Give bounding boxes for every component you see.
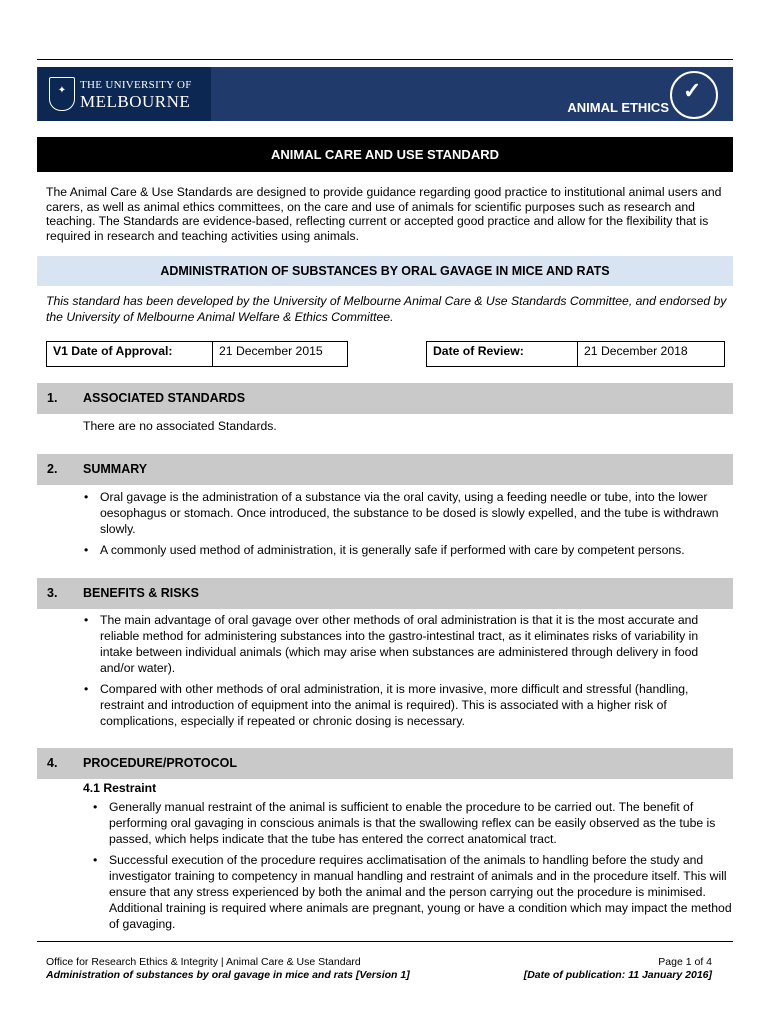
logo-line-1: THE UNIVERSITY OF	[80, 79, 192, 91]
logo-line-2: MELBOURNE	[80, 92, 191, 111]
approval-label: V1 Date of Approval:	[47, 342, 213, 366]
restraint-list	[91, 799, 733, 937]
top-rule	[37, 59, 733, 60]
review-date-box	[426, 341, 725, 367]
crest-icon: ✦	[49, 77, 75, 111]
review-label: Date of Review:	[427, 342, 578, 366]
publication-date: [Date of publication: 11 January 2016]	[523, 969, 712, 981]
document-title-bar: ANIMAL CARE AND USE STANDARD	[37, 137, 733, 172]
review-value: 21 December 2018	[584, 344, 688, 358]
benefits-risks-list	[82, 612, 732, 734]
page-number: Page 1 of 4	[658, 956, 712, 968]
section-3-header	[37, 578, 733, 609]
footer-office: Office for Research Ethics & Integrity | Animal Care & Use Standard	[46, 956, 361, 968]
section-title: SUMMARY	[83, 462, 148, 476]
section-title: ASSOCIATED STANDARDS	[83, 391, 246, 405]
section-1-body: There are no associated Standards.	[83, 419, 277, 433]
approval-value: 21 December 2015	[219, 344, 323, 358]
endorsement-text: This standard has been developed by the University of Melbourne Animal Care & Use Standards Committee, and endorsed by the University of Melbourne Animal Welfare & Ethics Committee.	[46, 294, 727, 324]
section-title: BENEFITS & RISKS	[83, 586, 199, 600]
list-item: • Compared with other methods of oral administration, it is more invasive, more difficult and stressful (handling, restraint and introduction of equipment into the animal is required). This is associated with a higher risk of complications, especially if repeated or chronic dosing is necessary.	[82, 681, 732, 729]
intro-paragraph: The Animal Care & Use Standards are designed to provide guidance regarding good practice to institutional animal users and carers, as well as animal ethics committees, on the care and use of animals for scientific purposes such as research and teaching. The Standards are evidence-based, reflecting current or accepted good practice and allow for the flexibility that is required in research and teaching activities using animals.	[46, 185, 722, 243]
list-item: • Oral gavage is the administration of a substance via the oral cavity, using a feeding needle or tube, into the lower oesophagus or stomach. Once introduced, the substance to be dosed is slowly expelled, and the tube is withdrawn slowly.	[82, 489, 732, 537]
section-1-header	[37, 383, 733, 414]
section-number: 4.	[47, 756, 58, 770]
footer-line-1	[46, 956, 712, 968]
university-logo[interactable]	[38, 67, 211, 121]
standard-title-bar: ADMINISTRATION OF SUBSTANCES BY ORAL GAVAGE IN MICE AND RATS	[37, 256, 733, 286]
list-item: • Generally manual restraint of the animal is sufficient to enable the procedure to be carried out. The benefit of performing oral gavaging in conscious animals is that the swallowing reflex can be easily observed as the tube is passed, which helps indicate that the tube has entered the correct anatomical tract.	[91, 799, 733, 847]
animal-ethics-label: ANIMAL ETHICS	[567, 100, 669, 115]
restraint-subheading: 4.1 Restraint	[83, 781, 157, 795]
section-number: 2.	[47, 462, 58, 476]
list-item: • Successful execution of the procedure requires acclimatisation of the animals to handling before the study and investigator training to competency in manual handling and restraint of animals and in the procedure itself. This will ensure that any stress experienced by both the animal and the person carrying out the procedure is minimised. Additional training is required where animals are pregnant, young or have a condition which may impact the method of gavaging.	[91, 852, 733, 932]
section-number: 3.	[47, 586, 58, 600]
approval-date-box	[46, 341, 348, 367]
summary-list	[82, 489, 732, 563]
footer-line-2	[46, 969, 712, 981]
section-4-header	[37, 748, 733, 779]
footer-document-title: Administration of substances by oral gavage in mice and rats [Version 1]	[46, 969, 410, 981]
section-2-header	[37, 454, 733, 485]
footer-rule	[37, 941, 733, 942]
section-number: 1.	[47, 391, 58, 405]
list-item: • The main advantage of oral gavage over other methods of oral administration is that it is the most accurate and reliable method for administering substances into the gastro-intestinal tract, as it eliminates risks of variability in intake between individual animals (which may arise when substances are administered through delivery in food and/or water).	[82, 612, 732, 676]
section-title: PROCEDURE/PROTOCOL	[83, 756, 237, 770]
list-item: • A commonly used method of administration, it is generally safe if performed with care by competent persons.	[82, 542, 732, 558]
animal-ethics-hands-check-icon: ✓	[670, 71, 718, 119]
